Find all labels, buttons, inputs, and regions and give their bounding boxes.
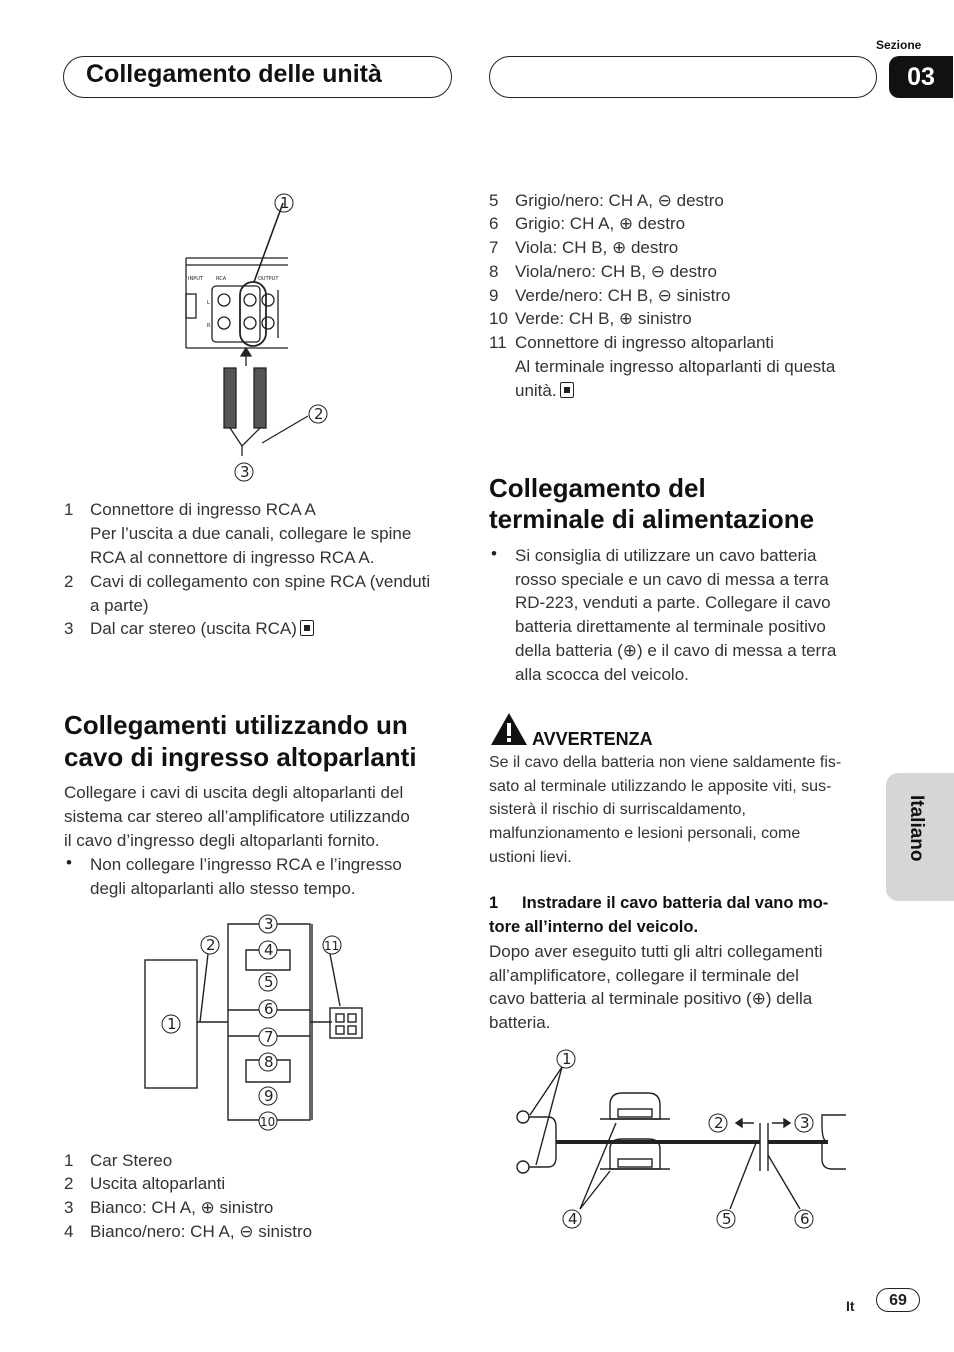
- header-pill-right: [489, 56, 877, 98]
- legend-text: Connettore di ingresso RCA A: [90, 500, 316, 519]
- language-tab-label: Italiano: [906, 795, 927, 862]
- legend-text: unità.: [515, 381, 557, 400]
- power-bullet-5: della batteria (⊕) e il cavo di messa a terra: [515, 641, 837, 660]
- speaker-heading-1: Collegamenti utilizzando un: [64, 710, 408, 740]
- amp-r-text: R: [207, 323, 211, 329]
- bullet-icon: •: [66, 853, 72, 872]
- legend-num: 1: [64, 1151, 74, 1170]
- section-number: 03: [889, 56, 953, 98]
- legend-num: 7: [489, 238, 499, 257]
- svg-text:2: 2: [206, 936, 216, 954]
- legend-num: 3: [64, 1198, 74, 1217]
- step-title-2: tore all’interno del veicolo.: [489, 918, 699, 936]
- rca-legend-1-line3: RCA al connettore di ingresso RCA A.: [90, 548, 375, 567]
- power-bullet-1: Si consiglia di utilizzare un cavo batteria: [515, 546, 817, 565]
- section-label: Sezione: [876, 38, 922, 52]
- speaker-bullet-1: Non collegare l’ingresso RCA e l’ingresso: [90, 855, 402, 874]
- legend-text: Connettore di ingresso altoparlanti: [515, 333, 774, 352]
- power-bullet-3: RD-223, venduti a parte. Collegare il cavo: [515, 593, 831, 612]
- svg-text:3: 3: [264, 915, 274, 933]
- speaker-para-1: Collegare i cavi di uscita degli altoparlanti del: [64, 783, 404, 802]
- svg-text:11: 11: [324, 939, 340, 953]
- svg-text:4: 4: [568, 1210, 578, 1228]
- legend-text: Viola/nero: CH B, ⊖ destro: [515, 262, 717, 281]
- legend-num: 2: [64, 1174, 74, 1193]
- speaker-para-2: sistema car stereo all’amplificatore utilizzando: [64, 807, 410, 826]
- svg-text:5: 5: [722, 1210, 732, 1228]
- legend-text: Viola: CH B, ⊕ destro: [515, 238, 679, 257]
- svg-text:4: 4: [264, 941, 274, 959]
- warning-line-4: malfunzionamento e lesioni personali, come: [489, 825, 801, 842]
- speaker-heading-2: cavo di ingresso altoparlanti: [64, 742, 417, 772]
- warning-line-2: sato al terminale utilizzando le apposite viti, sus-: [489, 778, 832, 795]
- svg-text:8: 8: [264, 1053, 274, 1071]
- speaker-wiring-diagram: [140, 910, 380, 1135]
- svg-text:9: 9: [264, 1087, 274, 1105]
- speaker-legend-11-line3: [515, 379, 574, 403]
- end-mark-icon: [300, 620, 314, 636]
- step-number: 1: [489, 894, 499, 912]
- callout-3: 3: [240, 463, 250, 481]
- legend-num: 3: [64, 619, 74, 638]
- amp-output-text: OUTPUT: [258, 276, 279, 282]
- step-text-2: all’amplificatore, collegare il terminale del: [489, 966, 799, 985]
- warning-icon: [489, 711, 529, 747]
- warning-line-1: Se il cavo della batteria non viene saldamente fis-: [489, 754, 842, 771]
- legend-num: 10: [489, 309, 508, 328]
- svg-text:1: 1: [562, 1050, 572, 1068]
- power-heading-2: terminale di alimentazione: [489, 504, 815, 534]
- legend-text: Dal car stereo (uscita RCA): [90, 619, 297, 638]
- rca-diagram: [180, 188, 340, 488]
- svg-text:3: 3: [800, 1114, 810, 1132]
- power-bullet-6: alla scocca del veicolo.: [515, 665, 689, 684]
- amp-input-text: INPUT: [188, 276, 203, 282]
- footer-lang: It: [846, 1298, 855, 1314]
- page-number: 69: [876, 1288, 920, 1312]
- legend-text: Grigio/nero: CH A, ⊖ destro: [515, 191, 724, 210]
- legend-text: Bianco: CH A, ⊕ sinistro: [90, 1198, 274, 1217]
- svg-text:2: 2: [714, 1114, 724, 1132]
- callout-1: 1: [280, 194, 290, 212]
- speaker-legend-11-line2: Al terminale ingresso altoparlanti di questa: [515, 357, 836, 376]
- battery-cable-diagram: [510, 1045, 855, 1235]
- legend-num: 8: [489, 262, 499, 281]
- svg-text:6: 6: [800, 1210, 810, 1228]
- step-text-4: batteria.: [489, 1013, 551, 1032]
- legend-num: 4: [64, 1222, 74, 1241]
- speaker-bullet-2: degli altoparlanti allo stesso tempo.: [90, 879, 356, 898]
- legend-text: Car Stereo: [90, 1151, 173, 1170]
- power-heading-1: Collegamento del: [489, 473, 706, 503]
- step-text-3: cavo batteria al terminale positivo (⊕) della: [489, 989, 813, 1008]
- bullet-icon: •: [491, 544, 497, 563]
- warning-line-3: sisterà il rischio di surriscaldamento,: [489, 801, 746, 818]
- rca-legend-2-line2: a parte): [90, 596, 149, 615]
- legend-num: 11: [489, 333, 507, 352]
- legend-text: Uscita altoparlanti: [90, 1174, 226, 1193]
- svg-text:10: 10: [260, 1115, 276, 1129]
- legend-text: Cavi di collegamento con spine RCA (venduti: [90, 572, 431, 591]
- page-title: Collegamento delle unità: [86, 60, 382, 88]
- legend-text: Verde: CH B, ⊕ sinistro: [515, 309, 692, 328]
- end-mark-icon: [560, 382, 574, 398]
- header-pill-left: [63, 56, 452, 98]
- legend-text: Grigio: CH A, ⊕ destro: [515, 214, 686, 233]
- svg-text:1: 1: [167, 1015, 177, 1033]
- svg-text:5: 5: [264, 973, 274, 991]
- legend-text: Verde/nero: CH B, ⊖ sinistro: [515, 286, 731, 305]
- legend-num: 9: [489, 286, 499, 305]
- amp-l-text: L: [207, 300, 210, 306]
- amp-rca-text: RCA: [216, 276, 227, 282]
- warning-title: AVVERTENZA: [532, 729, 653, 749]
- step-text-1: Dopo aver eseguito tutti gli altri collegamenti: [489, 942, 823, 961]
- rca-legend-1-line2: Per l’uscita a due canali, collegare le spine: [90, 524, 412, 543]
- warning-line-5: ustioni lievi.: [489, 849, 572, 866]
- legend-num: 6: [489, 214, 499, 233]
- legend-num: 1: [64, 500, 74, 519]
- power-bullet-2: rosso speciale e un cavo di messa a terra: [515, 570, 829, 589]
- power-bullet-4: batteria direttamente al terminale positivo: [515, 617, 826, 636]
- language-tab: [886, 773, 954, 901]
- callout-2: 2: [314, 405, 324, 423]
- legend-num: 5: [489, 191, 499, 210]
- svg-text:6: 6: [264, 1000, 274, 1018]
- legend-num: 2: [64, 572, 74, 591]
- svg-text:7: 7: [264, 1028, 274, 1046]
- step-title-1: Instradare il cavo batteria dal vano mo-: [522, 894, 829, 912]
- speaker-para-3: il cavo d’ingresso degli altoparlanti fornito.: [64, 831, 380, 850]
- legend-text: Bianco/nero: CH A, ⊖ sinistro: [90, 1222, 313, 1241]
